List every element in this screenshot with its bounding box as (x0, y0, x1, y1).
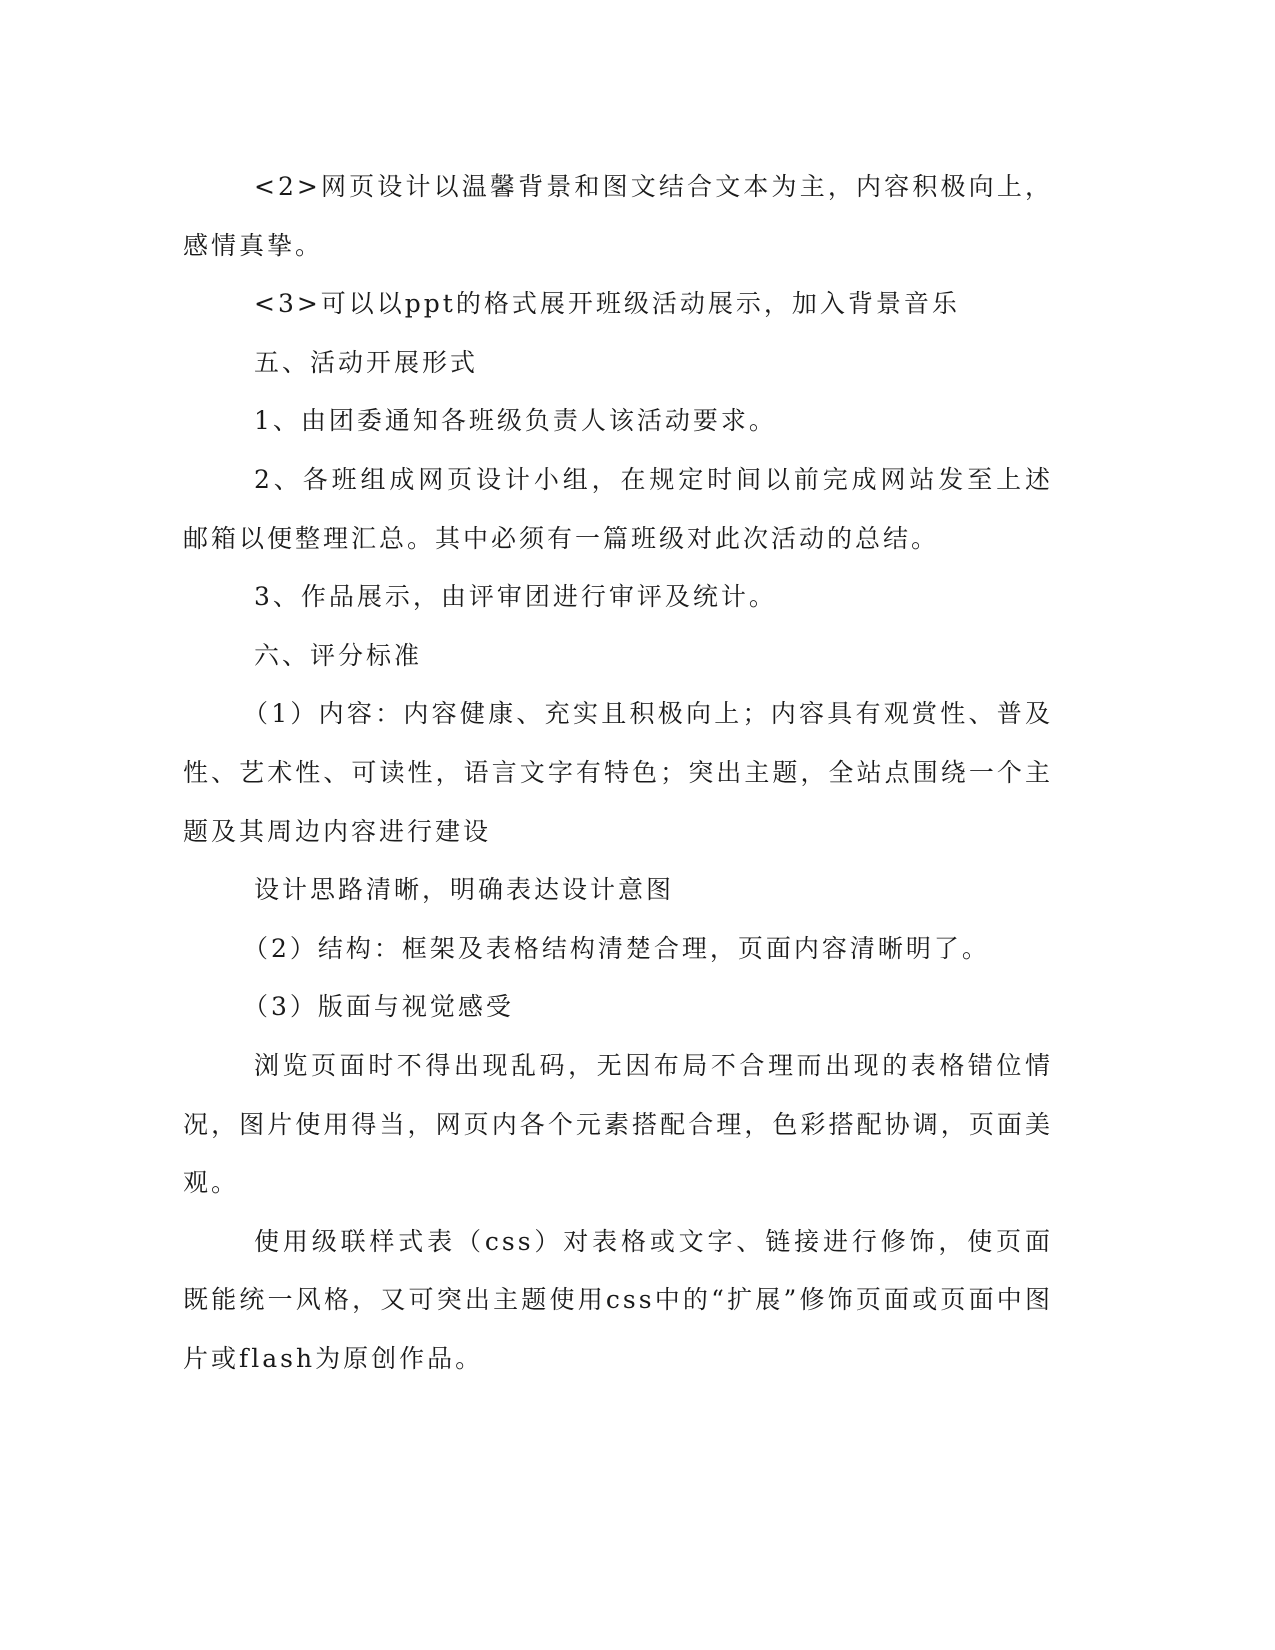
section-heading-activity-format: 五、活动开展形式 (254, 347, 479, 377)
paragraph-step-3: 3、作品展示，由评审团进行审评及统计。 (254, 582, 777, 612)
paragraph-criteria-layout: （3）版面与视觉感受 (243, 992, 514, 1022)
paragraph-css-requirements: 使用级联样式表（css）对表格或文字、链接进行修饰，使页面既能统一风格，又可突出主题使用css中的“扩展”修饰页面或页面中图片或flash为原创作品。 (183, 1226, 1053, 1373)
document-body (183, 158, 1053, 1388)
section-heading-scoring-criteria: 六、评分标准 (254, 640, 423, 670)
paragraph-browsing-requirements: 浏览页面时不得出现乱码，无因布局不合理而出现的表格错位情况，图片使用得当，网页内各个元素搭配合理，色彩搭配协调，页面美观。 (183, 1050, 1053, 1198)
paragraph-criteria-structure: （2）结构：框架及表格结构清楚合理，页面内容清晰明了。 (243, 933, 990, 963)
paragraph-step-1: 1、由团委通知各班级负责人该活动要求。 (254, 406, 777, 436)
paragraph-step-2: 2、各班组成网页设计小组，在规定时间以前完成网站发至上述邮箱以便整理汇总。其中必须有一篇班级对此次活动的总结。 (183, 464, 1053, 553)
paragraph-requirement-3: <3>可以以ppt的格式展开班级活动展示，加入背景音乐 (254, 289, 960, 319)
paragraph-design-idea: 设计思路清晰，明确表达设计意图 (254, 875, 675, 905)
paragraph-requirement-2: <2>网页设计以温馨背景和图文结合文本为主，内容积极向上，感情真挚。 (183, 172, 1053, 260)
paragraph-criteria-content: （1）内容：内容健康、充实且积极向上；内容具有观赏性、普及性、艺术性、可读性，语言文字有特色；突出主题，全站点围绕一个主题及其周边内容进行建设 (183, 699, 1053, 846)
